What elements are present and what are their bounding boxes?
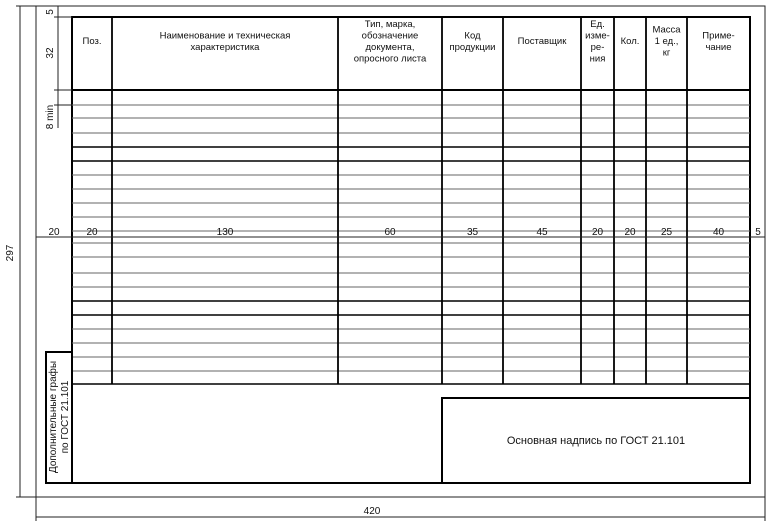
sheet-outline xyxy=(36,6,765,497)
inner-frame xyxy=(72,17,750,483)
column-width-dimension-label: 130 xyxy=(216,227,234,238)
column-header-unit: ре- xyxy=(590,41,605,53)
column-width-dimension-label: 45 xyxy=(536,227,548,238)
extra-columns-label-1: Дополнительные графы xyxy=(48,360,59,474)
top-margin-dimension-label: 5 xyxy=(45,9,56,15)
column-header-note: Приме- xyxy=(702,30,735,42)
column-header-code: Код xyxy=(464,30,481,42)
column-width-dimension-label: 25 xyxy=(660,227,673,238)
column-width-dimension-label: 20 xyxy=(624,227,636,238)
height-dimension-label: 297 xyxy=(5,244,16,262)
column-header-name: характеристика xyxy=(190,41,260,53)
table-headers xyxy=(83,19,735,65)
column-header-name: Наименование и техническая xyxy=(159,30,291,42)
column-header-mass: Масса xyxy=(652,24,681,36)
column-header-type: опросного листа xyxy=(353,53,427,65)
column-width-dimension-label: 60 xyxy=(384,227,396,238)
width-dimension-label: 420 xyxy=(363,506,381,517)
column-dimension-labels xyxy=(86,227,724,238)
right-margin-dimension-label: 5 xyxy=(755,227,761,238)
column-width-dimension-label: 35 xyxy=(466,227,479,238)
row-min-dimension-label: 8 min xyxy=(45,104,56,130)
column-header-qty: Кол. xyxy=(620,36,640,47)
column-width-dimension-label: 40 xyxy=(712,227,725,238)
column-width-dimension-label: 20 xyxy=(591,227,604,238)
column-header-pos: Поз. xyxy=(82,36,102,47)
column-header-supplier: Поставщик xyxy=(517,36,567,47)
column-header-unit: ния xyxy=(589,53,606,65)
column-header-unit: изме- xyxy=(585,30,610,42)
column-width-dimension-label: 20 xyxy=(86,227,98,238)
column-header-mass: 1 ед., xyxy=(654,36,679,47)
column-header-unit: Ед. xyxy=(590,18,605,30)
header-height-dimension-label: 32 xyxy=(45,47,56,59)
column-header-type: документа, xyxy=(365,41,415,53)
column-header-type: обозначение xyxy=(361,30,419,42)
column-header-mass: кг xyxy=(662,47,671,59)
table-rows xyxy=(72,105,750,384)
column-header-note: чание xyxy=(705,41,732,53)
extra-columns-label-2: по ГОСТ 21.101 xyxy=(60,380,71,454)
column-header-type: Тип, марка, xyxy=(364,18,416,30)
left-margin-dimension-label: 20 xyxy=(48,227,60,238)
title-block-label: Основная надпись по ГОСТ 21.101 xyxy=(506,435,686,447)
column-header-code: продукции xyxy=(449,41,496,53)
